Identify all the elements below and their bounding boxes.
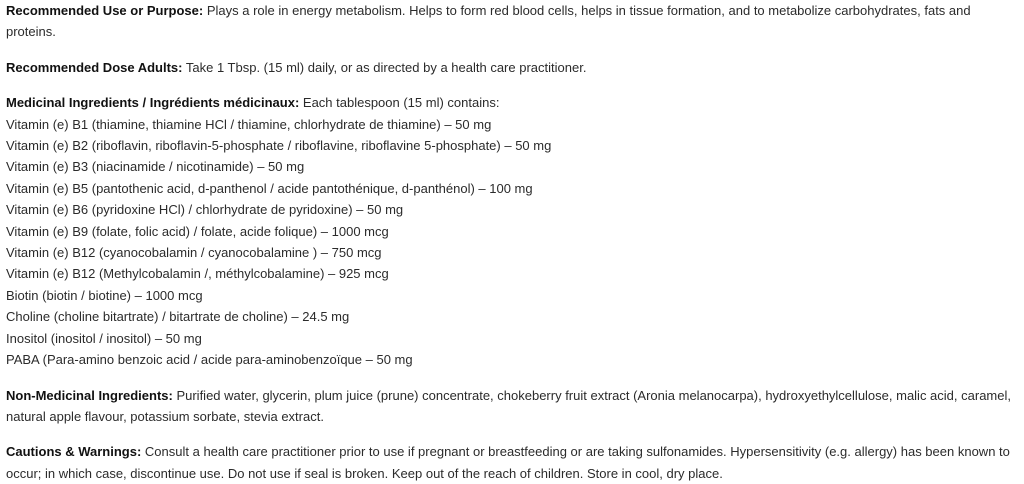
ingredient-item: PABA (Para-amino benzoic acid / acide para-aminobenzoïque – 50 mg — [6, 352, 413, 368]
recommended-dose-label: Recommended Dose Adults: — [6, 59, 183, 75]
cautions-warnings-section — [6, 441, 1018, 484]
ingredient-item: Biotin (biotin / biotine) – 1000 mcg — [6, 287, 203, 303]
cautions-warnings-text: Consult a health care practitioner prior to use if pregnant or breastfeeding or are taking sulfonamides. Hypersensitivity (e.g. allergy) has been known to occur; in which case, discontinue use. Do not use if seal is broken. Keep out of the reach of children. Store in cool, dry place. — [6, 444, 1010, 481]
ingredient-item: Vitamin (e) B12 (Methylcobalamin /, méthylcobalamine) – 925 mcg — [6, 266, 389, 282]
ingredient-item: Vitamin (e) B5 (pantothenic acid, d-panthenol / acide pantothénique, d-panthénol) – 100 mg — [6, 180, 533, 196]
ingredient-item: Vitamin (e) B3 (niacinamide / nicotinamide) – 50 mg — [6, 159, 305, 175]
recommended-use-section — [6, 0, 1018, 43]
medicinal-ingredients-label: Medicinal Ingredients / Ingrédients médicinaux: — [6, 95, 300, 111]
ingredient-item: Choline (choline bitartrate) / bitartrate de choline) – 24.5 mg — [6, 309, 350, 325]
ingredient-item: Vitamin (e) B12 (cyanocobalamin / cyanocobalamine ) – 750 mcg — [6, 245, 382, 261]
cautions-warnings-label: Cautions & Warnings: — [6, 444, 142, 460]
medicinal-ingredients-intro: Each tablespoon (15 ml) contains: — [299, 95, 500, 111]
non-medicinal-ingredients-section — [6, 385, 1018, 428]
ingredient-item: Vitamin (e) B2 (riboflavin, riboflavin-5-phosphate / riboflavine, riboflavine 5-phosphate) – 50 mg — [6, 138, 552, 154]
medicinal-ingredients-heading — [6, 92, 1018, 113]
ingredient-item: Inositol (inositol / inositol) – 50 mg — [6, 330, 202, 346]
ingredient-item: Vitamin (e) B1 (thiamine, thiamine HCl / thiamine, chlorhydrate de thiamine) – 50 mg — [6, 116, 492, 132]
recommended-dose-text: Take 1 Tbsp. (15 ml) daily, or as directed by a health care practitioner. — [182, 59, 587, 75]
ingredient-item: Vitamin (e) B9 (folate, folic acid) / folate, acide folique) – 1000 mcg — [6, 223, 389, 239]
recommended-use-label: Recommended Use or Purpose: — [6, 3, 204, 18]
recommended-use-text: Plays a role in energy metabolism. Helps to form red blood cells, helps in tissue formation, and to metabolize carbohydrates, fats and proteins. — [6, 3, 971, 40]
non-medicinal-ingredients-text: Purified water, glycerin, plum juice (prune) concentrate, chokeberry fruit extract (Aronia melanocarpa), hydroxyethylcellulose, malic acid, caramel, natural apple flavour, potassium sorbate, stevia extract. — [6, 387, 1011, 424]
medicinal-ingredients-section — [6, 92, 1018, 370]
ingredient-item: Vitamin (e) B6 (pyridoxine HCl) / chlorhydrate de pyridoxine) – 50 mg — [6, 202, 404, 218]
recommended-dose-section — [6, 57, 1018, 78]
non-medicinal-ingredients-label: Non-Medicinal Ingredients: — [6, 387, 173, 403]
